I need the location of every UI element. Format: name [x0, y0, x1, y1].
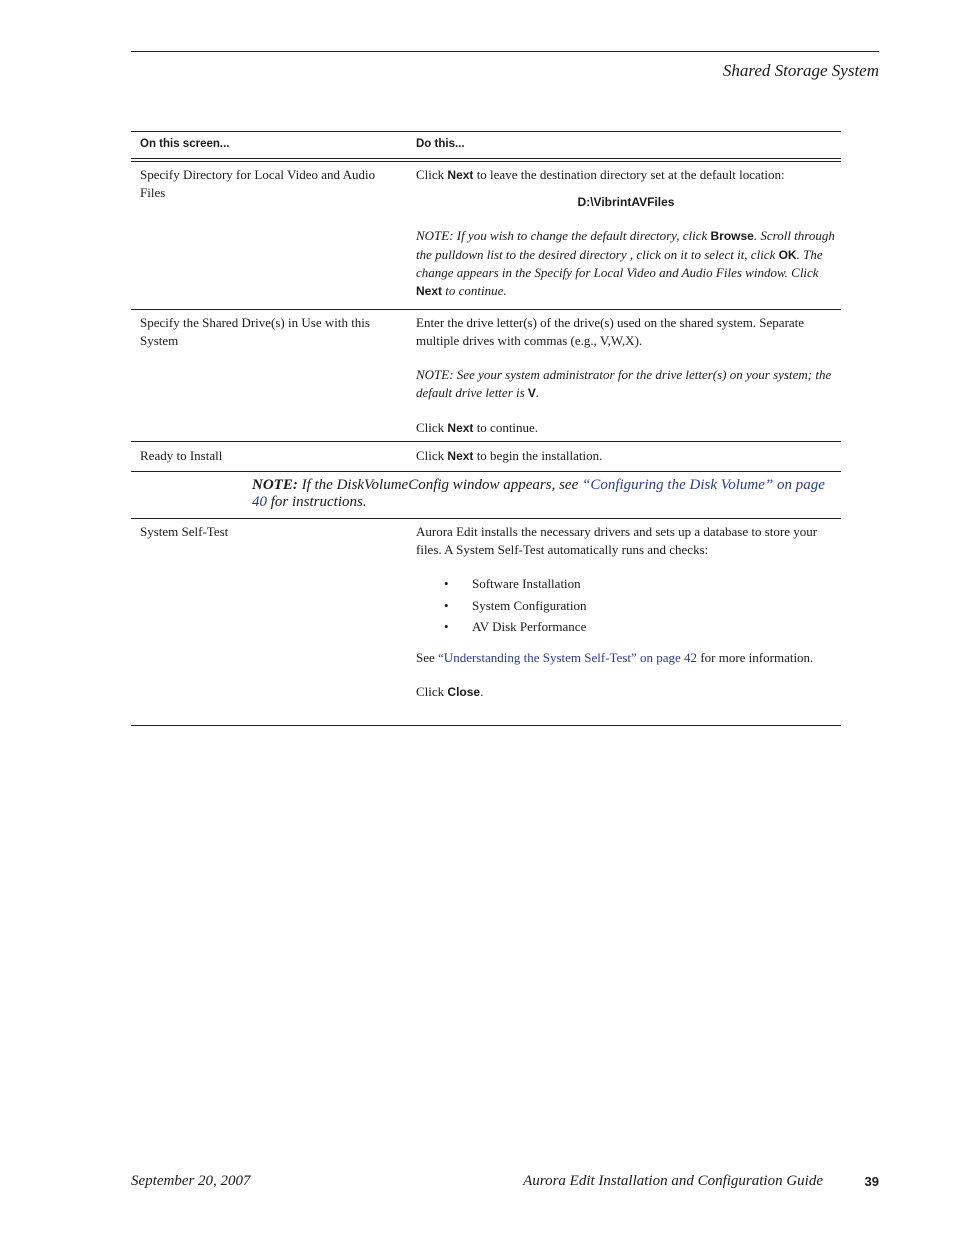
table-header-row [131, 132, 841, 159]
footer-guide-title: Aurora Edit Installation and Configuration Guide [523, 1173, 823, 1189]
screen-name: Ready to Install [140, 448, 223, 463]
list-item [416, 575, 836, 597]
text-fragment: for instructions. [267, 494, 367, 510]
footer-date: September 20, 2007 [131, 1173, 251, 1189]
cross-reference-link[interactable]: “Understanding the System Self-Test” on page 42 [438, 649, 698, 665]
bullet-icon: • [444, 597, 449, 613]
table-row [131, 442, 841, 472]
text-fragment: to continue. [473, 420, 539, 435]
bullet-icon: • [444, 619, 449, 634]
next-button-label: Next [447, 421, 474, 435]
close-button-label: Close [447, 685, 481, 699]
text-fragment: . The change appears in the Specify for Local Video and Audio Files window. Click [416, 246, 823, 280]
cross-reference-link[interactable]: “Configuring the Disk Volume” on page 40 [252, 477, 825, 510]
text-fragment: Click [416, 684, 448, 699]
text-fragment: to begin the installation. [473, 448, 603, 463]
header-rule [131, 51, 879, 52]
text-fragment: . Scroll through the pulldown list to the desired directory , click on it to select it, click [416, 228, 835, 262]
text-fragment: Click [416, 448, 448, 463]
drive-letter: V [527, 385, 536, 400]
ok-button-label: OK [778, 247, 797, 262]
instruction-text [416, 166, 836, 185]
list-item-label: AV Disk Performance [472, 619, 587, 634]
col2-header: Do this... [416, 138, 465, 150]
instruction-cell [416, 314, 836, 438]
bullet-icon: • [444, 576, 449, 591]
note-label: NOTE: [252, 477, 298, 493]
list-item-label: Software Installation [472, 576, 581, 591]
see-also-text [416, 649, 836, 667]
text-fragment: NOTE: If you wish to change the default directory, click [416, 228, 711, 243]
list-item [416, 597, 836, 619]
list-item [416, 618, 836, 640]
text-fragment: If the DiskVolumeConfig window appears, see [297, 477, 582, 493]
note-text [416, 227, 836, 300]
table-row [131, 519, 841, 726]
table-row [131, 162, 841, 310]
list-item-label: System Configuration [472, 597, 587, 613]
screen-name: Specify the Shared Drive(s) in Use with this System [140, 315, 370, 348]
note-text [416, 366, 836, 402]
browse-button-label: Browse [710, 229, 754, 243]
instruction-cell [416, 447, 836, 466]
screen-name: Specify Directory for Local Video and Audio Files [140, 167, 376, 200]
text-fragment: . [535, 384, 540, 400]
default-path: D:\VibrintAVFiles [577, 194, 675, 209]
text-fragment: for more information. [697, 649, 814, 665]
instruction-text: Aurora Edit installs the necessary drivers and sets up a database to store your files. A System Self-Test automatically runs and checks: [416, 524, 818, 557]
text-fragment: Click [416, 420, 448, 435]
page-number: 39 [864, 1174, 879, 1189]
instruction-text [416, 683, 836, 702]
next-button-label: Next [447, 168, 474, 182]
note-row [131, 472, 841, 519]
instruction-table [131, 131, 841, 726]
text-fragment: See [416, 649, 439, 665]
text-fragment: to continue. [442, 282, 507, 298]
instruction-text [416, 419, 836, 438]
text-fragment: to leave the destination directory set at the default location: [473, 167, 785, 182]
note-text [252, 477, 832, 511]
check-list [416, 575, 836, 640]
next-button-label: Next [416, 283, 443, 298]
screen-name: System Self-Test [140, 524, 229, 539]
text-fragment: . [480, 684, 484, 699]
table-row [131, 310, 841, 442]
instruction-cell [416, 166, 836, 300]
text-fragment: NOTE: See your system administrator for the drive letter(s) on your system; the default drive letter is [416, 367, 832, 400]
instruction-cell [416, 523, 836, 702]
running-head-title: Shared Storage System [722, 61, 879, 80]
col1-header: On this screen... [140, 138, 230, 150]
next-button-label: Next [447, 449, 474, 463]
instruction-text: Enter the drive letter(s) of the drive(s) used on the shared system. Separate multiple drives with commas (e.g., V,W,X). [416, 315, 805, 348]
text-fragment: Click [416, 167, 448, 182]
